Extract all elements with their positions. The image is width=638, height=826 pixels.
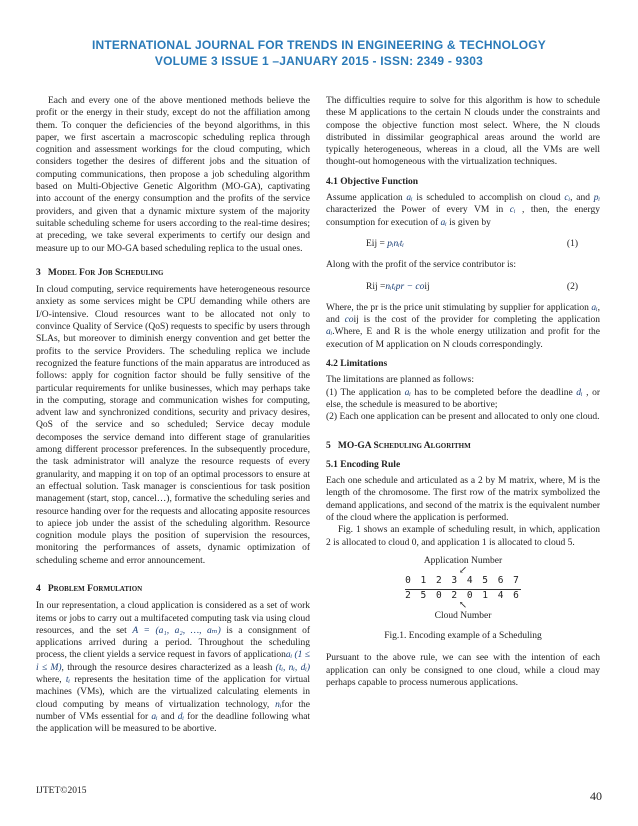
equation-number: (2) (566, 281, 578, 292)
math-inline: aᵢ (440, 217, 447, 228)
text-run: for the deadline following what the application will be measured to be abortive. (36, 711, 311, 735)
right-column (326, 95, 600, 689)
section-number: 3 (36, 267, 41, 278)
equation-rhs: pᵢnᵢtᵢ (387, 238, 404, 249)
section-heading-4 (36, 583, 310, 595)
math-inline: aᵢ (1 ≤ i ≤ M) (36, 650, 310, 673)
paragraph: Fig. 1 shows an example of scheduling result, in which, application 2 is allocated to cloud 0, and application 1 is allocated to cloud 5. (326, 525, 600, 548)
subsection-heading-4-2: 4.2 Limitations (326, 359, 388, 370)
figure-label-application: Application Number (423, 555, 503, 566)
text-run: , or else, the schedule is measured to be abortive; (326, 387, 601, 410)
section-heading-5 (326, 440, 600, 452)
paragraph: Each one schedule and articulated as a 2 by M matrix, where, M is the length of the chromosome. The first row of the matrix symbolized the demand applications, and second of the matrix is the equivalent number of the cloud where the application is performed. (326, 476, 600, 524)
section-title: Model For Job Scheduling (47, 267, 164, 278)
text-run: In our representation, a cloud application is considered as a set of work items or jobs to carry out a multifaceted computing task via using cloud resources, and the set (36, 601, 310, 636)
math-inline: aᵢ (591, 302, 598, 313)
paragraph: Along with the profit of the service contributor is: (326, 260, 516, 271)
math-inline: dᵢ (576, 387, 583, 398)
text-run: is a consignment of applications arrived during a period. Throughout the scheduling process, the client yields a service request in favors of application (36, 625, 311, 661)
figure-caption: Fig.1. Encoding example of a Scheduling (384, 631, 542, 642)
math-inline: dᵢ (177, 711, 184, 722)
arrow-up-icon: ↖ (458, 599, 468, 611)
math-inline: (tᵢ, nᵢ, dᵢ) (275, 662, 311, 673)
text-run: , then, the energy consumption for execution of (326, 205, 600, 228)
paragraph: (2) Each one application can be present and allocated to only one cloud. (326, 412, 600, 423)
figure-label-cloud: Cloud Number (434, 610, 492, 621)
math-inline: nᵢ (275, 699, 282, 710)
paragraph: In cloud computing, service requirements have heterogeneous resource anxiety as some services might be CPU demanding while others are I/O-intensive. Cloud resources want to be allocated not only to convince Quality of Service (QoS) requests to specific by users through SLAs, but moreover to diminish energy convention and get better the profits to the service Providers. The scheduling replica we include recognized the feature functions of the main apparatus are introduced as follows: apply for cognition factor should be fully sensitive of the particular requirements for unlike businesses, which may perhaps take in the computing, storage and communication wishes for computing, advent law and synchronized conditions, security and privacy desires, QoS of the service and so scheduled; Service decay module decomposes the service demand into different stage of granularities among different processor preferences. In the subsequently procedure, the task administrator will analyze the resource requests of every granularity, and mapping it on top of an optimal processors to ensure at an effectual solution. Task manager is conscientious for task position management (start, stop, cancel…), formative the scheduling series and resource handing over for the requests and allocating apposite resources to apiece job under the assist of the scheduling algorithm. Resource cognition module plays the position of supervision the resources, monitoring the performances of assets, dynamic optimization of scheduling scheme and error announcement. (36, 285, 310, 566)
matrix-row-clouds: 2 5 0 2 0 1 4 6 (405, 589, 521, 601)
section-title: Problem Formulation (47, 583, 143, 594)
equation-lhs: Rij = (366, 281, 386, 292)
text-run: Assume application (326, 193, 403, 204)
left-column (36, 95, 310, 736)
text-run: , through the resource desires characterized as a leash (61, 662, 273, 673)
section-number: 5 (326, 440, 331, 451)
equation-rhs: nᵢtᵢpr − co (385, 281, 425, 292)
section-heading-3 (36, 267, 310, 279)
matrix-row-applications: 0 1 2 3 4 5 6 7 (405, 575, 521, 589)
math-inline: pᵢ (593, 193, 601, 204)
section-title: MO-GA Scheduling Algorithm (337, 440, 471, 451)
subsection-heading-5-1: 5.1 Encoding Rule (326, 459, 401, 470)
paragraph (326, 302, 600, 351)
text-run: represents the hesitation time of the application for virtual machines (VMs), which are the virtualized calculating elements in cloud computing by means of virtualization technology, (36, 675, 311, 710)
math-inline: A = (a₁, a₂, …, aₘ) (132, 625, 221, 636)
paragraph (326, 387, 600, 412)
math-inline: cᵢ (564, 193, 571, 204)
paragraph: Pursuant to the above rule, we can see with the intention of each application can only be consigned to one cloud, while a cloud may perhaps capable to process numerous applications. (326, 653, 600, 688)
encoding-matrix (405, 575, 521, 602)
footer-copyright: IJTET©2015 (36, 786, 87, 796)
text-run: .Where, E and R is the whole energy utilization and profit for the execution of M application on N clouds correspondingly. (326, 327, 600, 350)
math-inline: aᵢ (406, 193, 413, 204)
text-run: is scheduled to accomplish on cloud (416, 193, 561, 204)
text-run: where, (36, 675, 62, 686)
equation-1 (326, 238, 600, 250)
math-inline: aᵢ (404, 387, 411, 398)
text-run: characterized the Power of every VM in (326, 205, 504, 216)
math-inline: co (344, 315, 354, 326)
equation-subscript: ij (424, 281, 430, 292)
text-run: , and (326, 302, 600, 326)
paragraph: The limitations are planned as follows: (326, 375, 475, 386)
text-run: , and (570, 193, 590, 204)
paragraph (326, 192, 600, 229)
figure-1 (326, 555, 600, 622)
paragraph: The difficulties require to solve for this algorithm is how to schedule these M applications to the certain N clouds under the constraints and compose the objective function most select. Where, the N clouds distributed in dissimilar geographical areas around the world are typically heterogeneous, whereas in a cloud, all the VMs are well thought-out homogeneous with the virtualization techniques. (326, 96, 600, 168)
equation-number: (1) (566, 238, 578, 249)
subsection-heading-4-1: 4.1 Objective Function (326, 176, 419, 187)
text-run: and (160, 711, 175, 722)
math-inline: tᵢ (65, 675, 71, 686)
section-number: 4 (36, 583, 41, 594)
text-run: ij is the cost of the provider for completing the application (353, 315, 600, 326)
text-run: has to be completed before the deadline (414, 387, 573, 398)
arrow-down-icon: ↙ (458, 565, 468, 577)
text-run: is given by (449, 217, 491, 228)
equation-lhs: Eij = (366, 238, 385, 249)
math-inline: aᵢ (326, 327, 333, 338)
text-run: Where, the pr is the price unit stimulating by supplier for application (326, 302, 589, 313)
text-run: for the number of VMs essential for (36, 699, 310, 722)
journal-volume: VOLUME 3 ISSUE 1 –JANUARY 2015 - ISSN: 2349 - 9303 (154, 54, 484, 68)
paragraph (36, 600, 310, 735)
equation-2 (326, 281, 600, 293)
page-number: 40 (590, 789, 602, 803)
math-inline: cᵢ (509, 205, 516, 216)
paragraph: Each and every one of the above mentioned methods believe the profit or the energy in their study, except do not the affiliation among them. To conquer the deficiencies of the beyond algorithms, in this paper, we first ascertain a macroscopic scheduling replica through cognition and assessment workings for the cloud computing, which considers together the desires of different jobs and the situation of computing communications, then propose a job scheduling algorithm based on Multi-Objective Genetic Algorithm (MO-GA), captivating into account of the energy consumption and the profits of the service providers, and given that a dynamic mixture system of the majority suitable scheduling scheme for users according to the real-time desires; at preceding, we take several experiments to certify our design and measure up to our MO-GA based scheduling replica to the usual ones. (36, 96, 310, 254)
journal-title: INTERNATIONAL JOURNAL FOR TRENDS IN ENGINEERING & TECHNOLOGY (91, 38, 547, 52)
text-run: (1) The application (326, 387, 402, 398)
math-inline: aᵢ (151, 711, 158, 722)
